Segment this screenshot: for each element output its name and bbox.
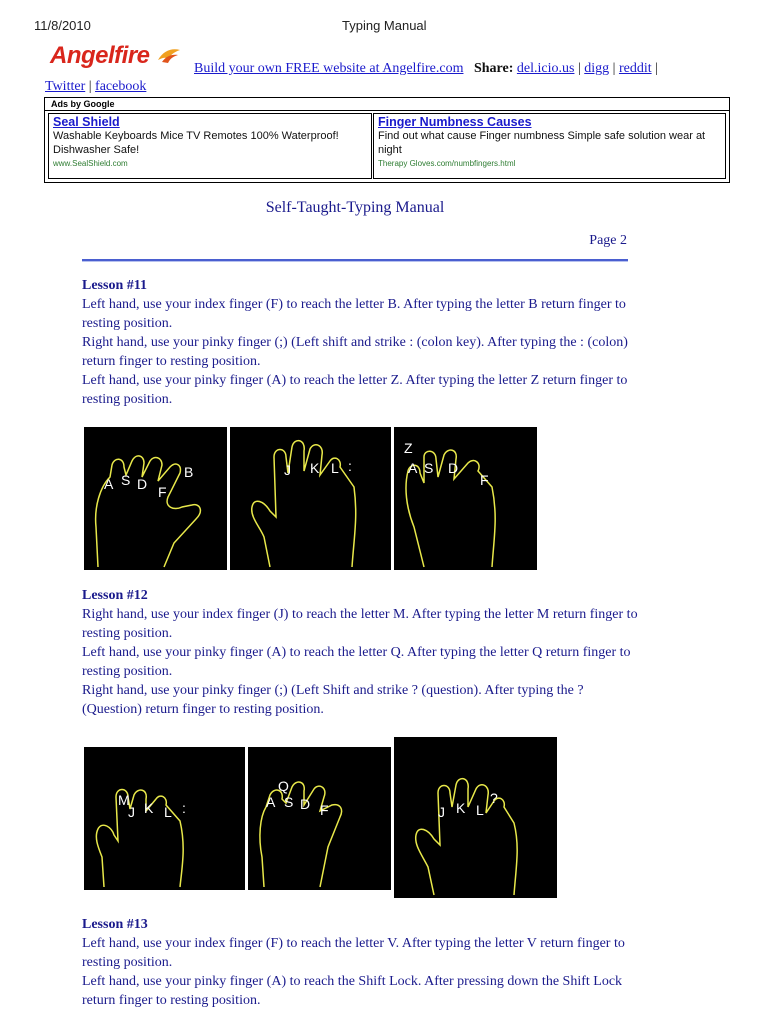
key-label: ? (490, 790, 498, 806)
lesson-line: Right hand, use your index finger (J) to reach the letter M. After typing the letter M return finger to resting position. (82, 607, 638, 641)
lesson-heading: Lesson #12 (82, 588, 148, 603)
share-digg-link[interactable]: digg (584, 61, 610, 76)
flame-icon (156, 46, 182, 66)
ads-label: Ads by Google (51, 99, 115, 109)
key-label: J (284, 462, 291, 478)
hand-figure-q (248, 747, 391, 890)
ads-panel (44, 97, 730, 183)
lesson-line: Right hand, use your pinky finger (;) (Left shift and strike : (colon key). After typing the : (colon) return finger to resting position. (82, 335, 628, 369)
document-title: Self-Taught-Typing Manual (265, 199, 445, 216)
hand-figure-b (84, 427, 227, 570)
key-label: A (104, 476, 114, 492)
social-links: Twitter | facebook (45, 79, 147, 94)
key-label: K (144, 800, 154, 816)
title-divider (82, 259, 628, 261)
lesson-heading: Lesson #13 (82, 917, 148, 932)
key-label: F (158, 484, 167, 500)
lesson-heading: Lesson #11 (82, 278, 147, 293)
ad-description: Washable Keyboards Mice TV Remotes 100% Waterproof! Dishwasher Safe! (53, 130, 339, 156)
key-label: D (137, 476, 148, 492)
share-reddit-link[interactable]: reddit (618, 61, 652, 76)
key-label: : (348, 458, 352, 474)
key-label: A (266, 794, 276, 810)
lesson-line: Left hand, use your pinky finger (A) to reach the letter Q. After typing the letter Q return finger to resting position. (82, 645, 631, 679)
lesson-12 (82, 586, 642, 719)
lesson-line: Left hand, use your pinky finger (A) to reach the Shift Lock. After pressing down the Shift Lock return finger to resting position. (82, 974, 623, 1008)
ad-url[interactable]: www.SealShield.com (53, 159, 128, 168)
build-website-link[interactable]: Build your own FREE website at Angelfire.com (194, 61, 464, 76)
angelfire-logo[interactable]: Angelfire (50, 42, 150, 69)
key-label: : (182, 800, 186, 816)
key-label: J (438, 804, 445, 820)
ad-title[interactable]: Finger Numbness Causes (378, 115, 532, 129)
page-number: Page 2 (589, 233, 627, 248)
hand-figure-question (394, 737, 557, 898)
reach-key-label: Z (404, 440, 413, 456)
key-label: K (456, 800, 466, 816)
key-label: F (480, 472, 489, 488)
share-delicious-link[interactable]: del.icio.us (516, 61, 575, 76)
hand-figure-colon (230, 427, 391, 570)
key-label: D (300, 796, 311, 812)
ad-title[interactable]: Seal Shield (53, 115, 120, 129)
twitter-link[interactable]: Twitter (45, 79, 86, 94)
ad-description: Find out what cause Finger numbness Simple safe solution wear at night (378, 130, 706, 156)
lesson-13 (82, 915, 642, 1010)
key-label: S (424, 460, 434, 476)
key-label: L (331, 460, 339, 476)
angelfire-bar: Build your own FREE website at Angelfire.com Share: del.icio.us | digg | reddit | (194, 61, 658, 76)
key-label: L (476, 802, 484, 818)
lesson-line: Left hand, use your pinky finger (A) to reach the letter Z. After typing the letter Z return finger to resting position. (82, 373, 628, 407)
reach-key-label: Q (278, 778, 289, 794)
ad-url[interactable]: Therapy Gloves.com/numbfingers.html (378, 159, 516, 168)
lesson-line: Right hand, use your pinky finger (;) (Left Shift and strike ? (question). After typing the ? (Question) return finger to resting position. (82, 683, 584, 717)
facebook-link[interactable]: facebook (95, 79, 147, 94)
reach-key-label: B (184, 464, 194, 480)
key-label: K (310, 460, 320, 476)
lesson-line: Left hand, use your index finger (F) to reach the letter B. After typing the letter B return finger to resting position. (82, 297, 626, 331)
key-label: L (164, 804, 172, 820)
reach-key-label: M (118, 792, 130, 808)
print-title: Typing Manual (342, 18, 427, 33)
hand-figure-m (84, 747, 245, 890)
key-label: D (448, 460, 459, 476)
key-label: S (284, 794, 294, 810)
key-label: A (408, 460, 418, 476)
key-label: S (121, 472, 131, 488)
lesson-line: Left hand, use your index finger (F) to reach the letter V. After typing the letter V return finger to resting position. (82, 936, 625, 970)
key-label: J (128, 804, 135, 820)
print-date: 11/8/2010 (34, 18, 91, 33)
share-label: Share: (473, 61, 514, 76)
ad-finger-numbness[interactable] (373, 113, 726, 179)
key-label: F (320, 802, 329, 818)
ad-seal-shield[interactable] (48, 113, 372, 179)
hand-figure-z (394, 427, 537, 570)
lesson-11 (82, 276, 642, 409)
